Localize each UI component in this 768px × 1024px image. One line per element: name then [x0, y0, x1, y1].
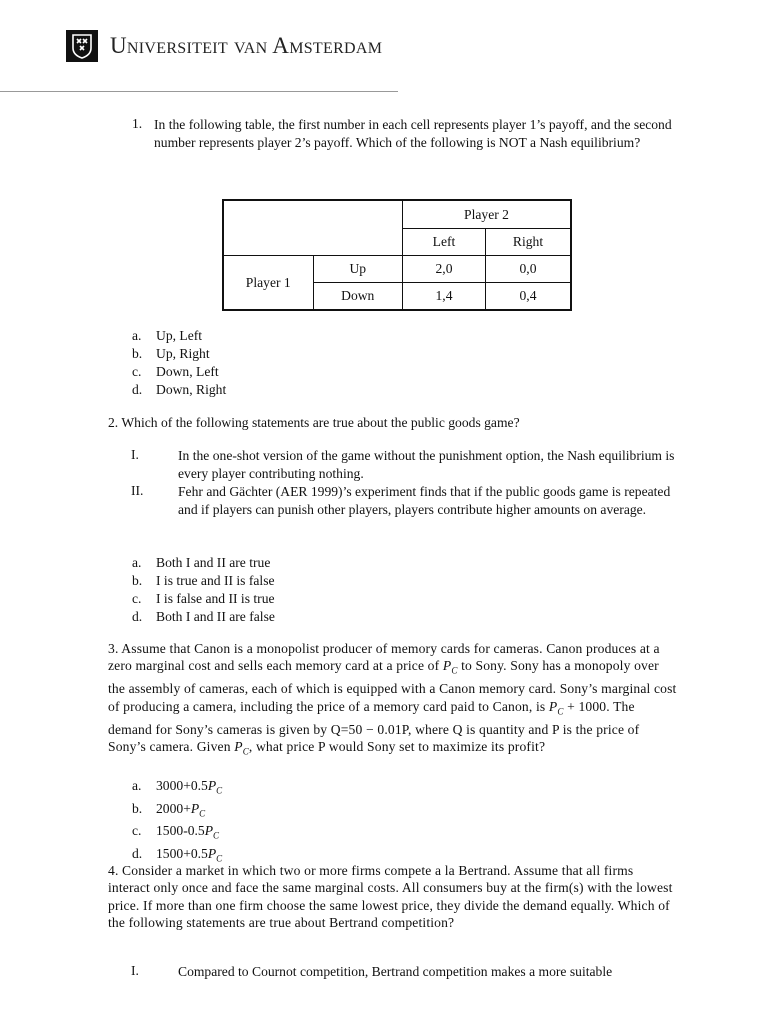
payoff-table [222, 199, 572, 311]
university-header [66, 29, 382, 63]
university-name: Universiteit van Amsterdam [110, 33, 383, 58]
option-c: c. I is false and II is true [132, 591, 275, 606]
cell-down-right: 0,4 [486, 283, 572, 311]
option-d: d. Both I and II are false [132, 609, 275, 624]
q4-stmt1-label: I. [131, 963, 139, 978]
option-b: b. Up, Right [132, 346, 210, 361]
player1-header: Player 1 [223, 256, 313, 311]
option-a: a. Both I and II are true [132, 555, 271, 570]
table-empty-cell [223, 200, 403, 256]
option-c: c. $1500-0.5P_C$ [132, 823, 220, 842]
col-right: Right [486, 229, 572, 256]
option-b: b. I is true and II is false [132, 573, 275, 588]
q2-stmt2: Fehr and Gächter (AER 1999)’s experiment finds that if the public goods game is repeated and if players can punish other players, players contribute higher amounts on average. [178, 484, 671, 517]
q1-number: 1. [132, 116, 143, 131]
option-c: c. Down, Left [132, 364, 219, 379]
option-d: d. $1500+0.5P_C$ [132, 846, 223, 864]
q4-stmt1: Compared to Cournot competition, Bertrand competition makes a more suitable [178, 964, 613, 979]
cell-down-left: 1,4 [403, 283, 486, 311]
cell-up-right: 0,0 [486, 256, 572, 283]
q1-options [132, 327, 226, 399]
player2-header: Player 2 [403, 200, 572, 229]
col-left: Left [403, 229, 486, 256]
crest-icon [70, 33, 94, 59]
q3-options [132, 777, 222, 868]
header-divider [0, 91, 398, 92]
q2-stmt2-label: II. [131, 483, 144, 498]
q3-text: 3. Assume that Canon is a monopolist producer of memory cards for cameras. Canon produces at a zero marginal cost and sells each memory card at a price of $P_C$ to Sony. Sony has a monopoly over the assembly of cameras, each of which is equipped with a Canon memory card. Sony’s marginal cost of producing a camera, including the price of a memory card paid to Canon, is $P_C + 1000$. The demand for Sony’s cameras is given by Q=50 − 0.01P, where Q is quantity and P is the price of Sony’s camera. Given $P_C$, what price P would Sony set to maximize its profit? [108, 641, 677, 757]
q2-stmt1: In the one-shot version of the game without the punishment option, the Nash equilibrium is every player contributing nothing. [178, 448, 675, 481]
row-up: Up [313, 256, 403, 283]
row-down: Down [313, 283, 403, 311]
q1-text: In the following table, the first number in each cell represents player 1’s payoff, and the second number represents player 2’s payoff. Which of the following is NOT a Nash equilibrium? [154, 117, 672, 150]
option-a: a. Up, Left [132, 328, 203, 343]
option-b: b. $2000+P_C$ [132, 800, 206, 819]
q2-options [132, 554, 275, 626]
option-a: a. $3000+0.5P_C$ [132, 778, 223, 796]
q4-text: 4. Consider a market in which two or more firms compete a la Bertrand. Assume that all firms interact only once and face the same marginal costs. All consumers buy at the firm(s) with the lowest price. If more than one firm choose the same lowest price, they divide the demand equally. Which of the following statements are true about Bertrand competition? [108, 863, 673, 930]
university-logo [66, 30, 98, 62]
cell-up-left: 2,0 [403, 256, 486, 283]
q2-stmt1-label: I. [131, 447, 139, 462]
q2-text: 2. Which of the following statements are true about the public goods game? [108, 415, 520, 430]
option-d: d. Down, Right [132, 382, 227, 397]
